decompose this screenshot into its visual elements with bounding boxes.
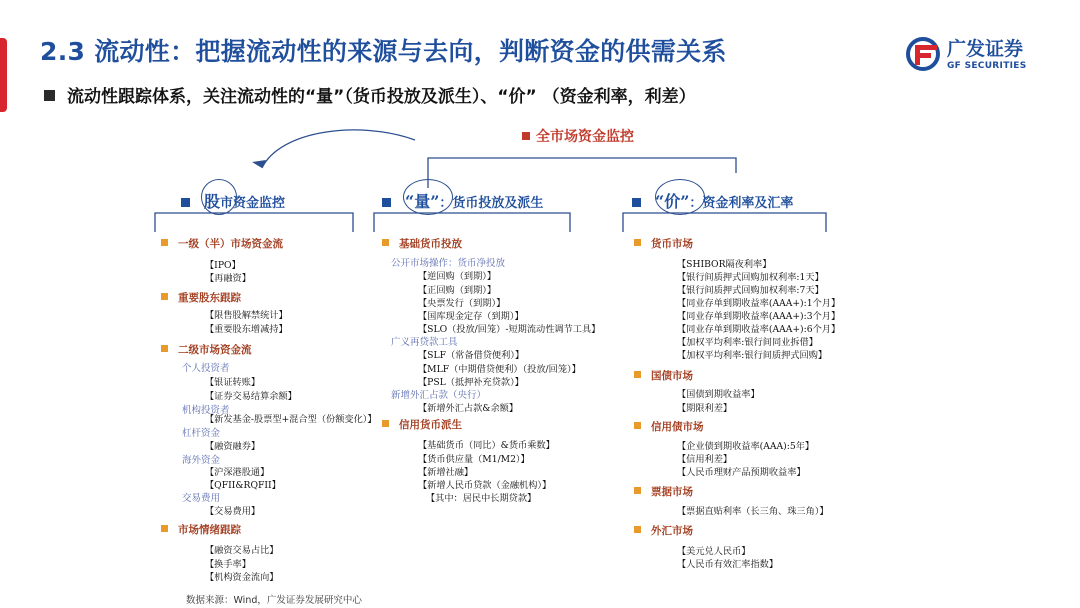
col3-section-credit-bond: 信用债市场 (634, 419, 704, 434)
section-bullet-icon (161, 239, 168, 246)
data-source-note: 数据来源：Wind，广发证券发展研究中心 (186, 595, 362, 606)
list-item: 【新增社融】 (418, 467, 474, 478)
col3-section-treasury: 国债市场 (634, 368, 693, 383)
list-item: 【票据直贴利率（长三角、珠三角）】 (677, 506, 829, 517)
root-bullet-icon (522, 132, 530, 140)
col3-section-fx: 外汇市场 (634, 523, 693, 538)
list-item: 【国库现金定存（到期）】 (418, 311, 524, 322)
sub-label: 机构投资者 (182, 405, 230, 416)
list-item: 【交易费用】 (205, 506, 261, 517)
list-item: 【限售股解禁统计】 (205, 310, 288, 321)
col1-section-primary: 一级（半）市场资金流 (161, 236, 283, 251)
list-item: 【再融资】 (205, 273, 251, 284)
col1-title-rest: 市资金监控 (220, 196, 286, 211)
col3-section-bill: 票据市场 (634, 484, 693, 499)
sub-label: 个人投资者 (182, 363, 230, 374)
sub-label: 交易费用 (182, 493, 221, 504)
list-item: 【新发基金-股票型+混合型（份额变化）】 (205, 414, 377, 425)
col1-section-sentiment: 市场情绪跟踪 (161, 522, 241, 537)
col-bullet-icon (632, 198, 641, 207)
list-item: 【人民币理财产品预期收益率】 (677, 467, 806, 478)
col1-header (181, 189, 285, 212)
col3-title-rest: ：资金利率及汇率 (689, 196, 794, 211)
list-item: 【其中：居民中长期贷款】 (426, 493, 537, 504)
list-item: 【逆回购（到期）】 (418, 271, 497, 282)
section-bullet-icon (634, 487, 641, 494)
sub-label: 杠杆资金 (182, 428, 221, 439)
list-item: 【SLF（常备借贷便利）】 (418, 350, 525, 361)
root-node (522, 126, 634, 146)
sub-label: 新增外汇占款（央行） (391, 390, 487, 401)
section-bullet-icon (634, 422, 641, 429)
col1-section-shareholder: 重要股东跟踪 (161, 290, 241, 305)
list-item: 【IPO】 (205, 260, 241, 271)
col-bullet-icon (382, 198, 391, 207)
col2-title-char: “量” (405, 192, 440, 211)
section-bullet-icon (634, 239, 641, 246)
list-item: 【人民币有效汇率指数】 (677, 559, 779, 570)
list-item: 【证券交易结算余额】 (205, 391, 297, 402)
section-bullet-icon (382, 239, 389, 246)
logo-en-text: GF SECURITIES (947, 61, 1027, 71)
list-item: 【央票发行（到期）】 (418, 298, 506, 309)
list-item: 【SHIBOR隔夜利率】 (677, 259, 772, 270)
section-bullet-icon (634, 526, 641, 533)
list-item: 【同业存单到期收益率(AAA+):6个月】 (677, 324, 841, 335)
col-bullet-icon (181, 198, 190, 207)
list-item: 【同业存单到期收益率(AAA+):3个月】 (677, 311, 841, 322)
list-item: 【正回购（到期）】 (418, 285, 497, 296)
list-item: 【基础货币（同比）&货币乘数】 (418, 440, 555, 451)
list-item: 【融资融券】 (205, 441, 261, 452)
list-item: 【美元兑人民币】 (677, 546, 751, 557)
list-item: 【沪深港股通】 (205, 467, 270, 478)
col3-section-money-market: 货币市场 (634, 236, 693, 251)
list-item: 【新增外汇占款&余额】 (418, 403, 519, 414)
logo-cn-text: 广发证券 (947, 38, 1024, 60)
list-item: 【机构资金流向】 (205, 572, 279, 583)
section-bullet-icon (382, 420, 389, 427)
list-item: 【加权平均利率:银行间同业拆借】 (677, 337, 818, 348)
sub-label: 公开市场操作：货币净投放 (391, 258, 506, 269)
subtitle-text: 流动性跟踪体系，关注流动性的“量”（货币投放及派生）、“价” （资金利率，利差） (67, 87, 696, 107)
list-item: 【换手率】 (205, 559, 251, 570)
list-item: 【信用利差】 (677, 454, 733, 465)
list-item: 【融资交易占比】 (205, 545, 279, 556)
col3-title-char: “价” (655, 192, 690, 211)
col2-section-credit-money: 信用货币派生 (382, 417, 462, 432)
list-item: 【同业存单到期收益率(AAA+):1个月】 (677, 298, 841, 309)
list-item: 【重要股东增减持】 (205, 324, 288, 335)
col2-section-base-money: 基础货币投放 (382, 236, 462, 251)
section-bullet-icon (634, 371, 641, 378)
list-item: 【银行间质押式回购加权利率:7天】 (677, 285, 824, 296)
list-item: 【银证转账】 (205, 377, 261, 388)
section-bullet-icon (161, 345, 168, 352)
list-item: 【QFII&RQFII】 (205, 480, 281, 491)
list-item: 【国债到期收益率】 (677, 389, 760, 400)
section-bullet-icon (161, 525, 168, 532)
list-item: 【企业债到期收益率(AAA):5年】 (677, 441, 815, 452)
list-item: 【PSL（抵押补充贷款）】 (418, 377, 524, 388)
col2-header (382, 189, 543, 212)
sub-label: 海外资金 (182, 455, 221, 466)
col2-title-rest: ：货币投放及派生 (439, 196, 544, 211)
list-item: 【银行间质押式回购加权利率:1天】 (677, 272, 824, 283)
sub-label: 广义再贷款工具 (391, 337, 458, 348)
col1-title-char: 股 (204, 192, 221, 211)
list-item: 【新增人民币贷款（金融机构）】 (418, 480, 552, 491)
list-item: 【期限利差】 (677, 403, 733, 414)
list-item: 【加权平均利率:银行间质押式回购】 (677, 350, 828, 361)
root-label: 全市场资金监控 (536, 129, 634, 145)
page-title: 2.3 流动性：把握流动性的来源与去向，判断资金的供需关系 (40, 37, 727, 66)
section-bullet-icon (161, 293, 168, 300)
list-item: 【MLF（中期借贷便利）（投放/回笼）】 (418, 364, 581, 375)
list-item: 【SLO（投放/回笼）-短期流动性调节工具】 (418, 324, 601, 335)
col3-header (632, 189, 793, 212)
list-item: 【货币供应量（M1/M2）】 (418, 454, 530, 465)
col1-section-secondary: 二级市场资金流 (161, 342, 252, 357)
